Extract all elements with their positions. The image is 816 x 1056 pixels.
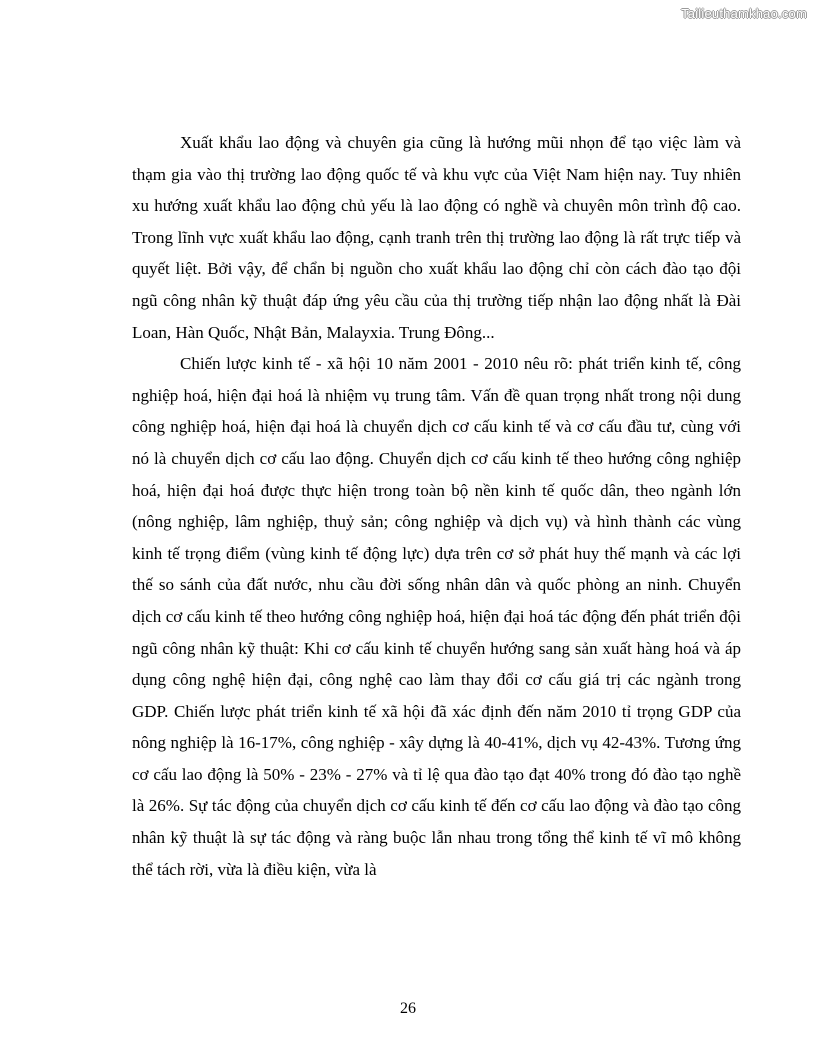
page-number: 26 xyxy=(400,1000,416,1017)
paragraph-economic-strategy: Chiến lược kinh tế - xã hội 10 năm 2001 - 2010 nêu rõ: phát triển kinh tế, công nghiệp hoá, hiện đại hoá là nhiệm vụ trung tâm. Vấn đề quan trọng nhất trong nội dung công nghiệp hoá, hiện đại hoá là chuyển dịch cơ cấu kinh tế và cơ cấu đầu tư, cùng với nó là chuyển dịch cơ cấu lao động. Chuyển dịch cơ cấu kinh tế theo hướng công nghiệp hoá, hiện đại hoá được thực hiện trong toàn bộ nền kinh tế quốc dân, theo ngành lớn (nông nghiệp, lâm nghiệp, thuỷ sản; công nghiệp và dịch vụ) và hình thành các vùng kinh tế trọng điểm (vùng kinh tế động lực) dựa trên cơ sở phát huy thế mạnh và các lợi thế so sánh của đất nước, nhu cầu đời sống nhân dân và quốc phòng an ninh. Chuyển dịch cơ cấu kinh tế theo hướng công nghiệp hoá, hiện đại hoá tác động đến phát triển đội ngũ công nhân kỹ thuật: Khi cơ cấu kinh tế chuyển hướng sang sản xuất hàng hoá và áp dụng công nghệ hiện đại, công nghệ cao làm thay đổi cơ cấu giá trị các ngành trong GDP. Chiến lược phát triển kinh tế xã hội đã xác định đến năm 2010 tỉ trọng GDP của nông nghiệp là 16-17%, công nghiệp - xây dựng là 40-41%, dịch vụ 42-43%. Tương ứng cơ cấu lao động là 50% - 23% - 27% và tỉ lệ qua đào tạo đạt 40% trong đó đào tạo nghề là 26%. Sự tác động của chuyển dịch cơ cấu kinh tế đến cơ cấu lao động và đào tạo công nhân kỹ thuật là sự tác động và ràng buộc lẫn nhau trong tổng thể kinh tế vĩ mô không thể tách rời, vừa là điều kiện, vừa là xyxy=(132,354,741,879)
paragraph-labor-export: Xuất khẩu lao động và chuyên gia cũng là hướng mũi nhọn để tạo việc làm và thạm gia vào thị trường lao động quốc tế và khu vực của Việt Nam hiện nay. Tuy nhiên xu hướng xuất khẩu lao động chủ yếu là lao động có nghề và chuyên môn trình độ cao. Trong lĩnh vực xuất khẩu lao động, cạnh tranh trên thị trường lao động là rất trực tiếp và quyết liệt. Bởi vậy, để chẩn bị nguồn cho xuất khẩu lao động chỉ còn cách đào tạo đội ngũ công nhân kỹ thuật đáp ứng yêu cầu của thị trường tiếp nhận lao động nhất là Đài Loan, Hàn Quốc, Nhật Bản, Malayxia. Trung Đông... xyxy=(132,133,741,342)
document-body xyxy=(132,127,741,885)
watermark-text: Tailieuthamkhao.com xyxy=(681,6,807,21)
